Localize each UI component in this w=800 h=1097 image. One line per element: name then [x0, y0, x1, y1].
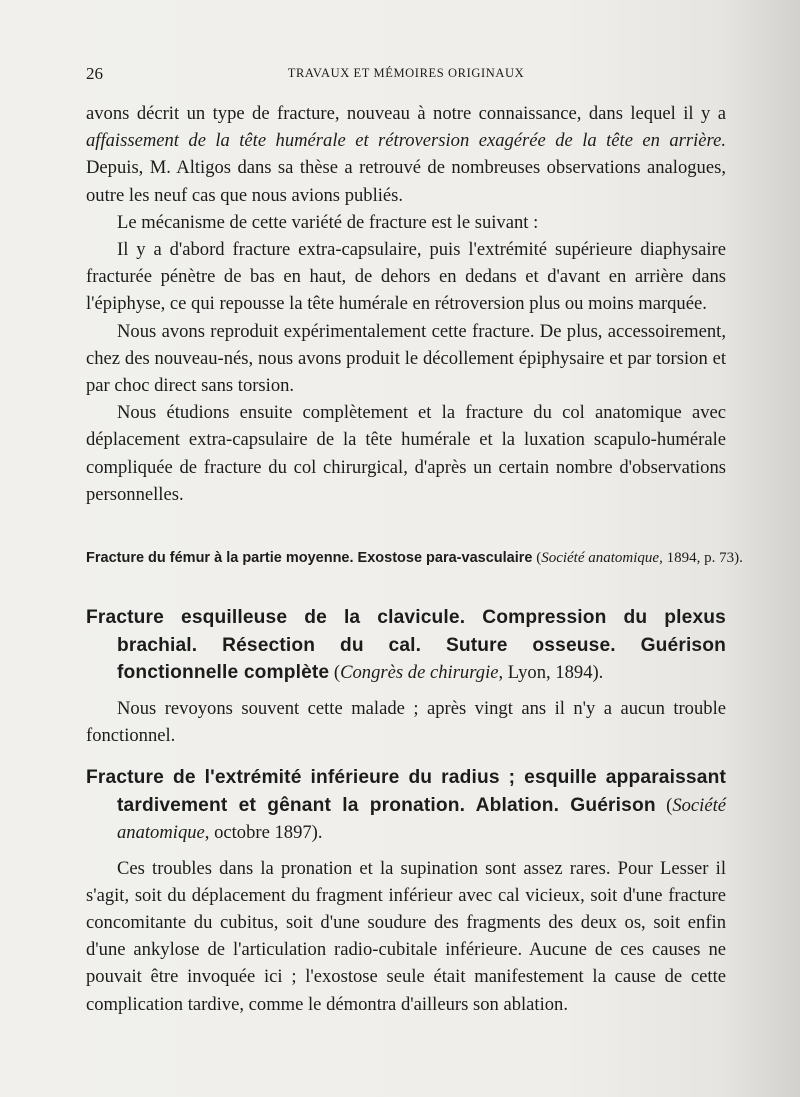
entry-heading: Fracture esquilleuse de la clavicule. Compression du plexus brachial. Résection du cal. Suture osseuse. Guérison fonctionnelle complète (Congrès de chirurgie, Lyon, 1894). — [86, 607, 726, 683]
page-number: 26 — [86, 64, 103, 83]
entry-body — [86, 695, 726, 749]
entry-title: Fracture esquilleuse de la clavicule. Compression du plexus brachial. Résection du cal. Suture osseuse. Guérison fonctionnelle complète — [86, 607, 726, 683]
paragraph-5: Nous étudions ensuite complètement et la fracture du col anatomique avec déplacement extra-capsulaire de la tête humérale et la luxation scapulo-humérale compliquée de fracture du col chirurgical, d'après un certain nombre d'observations personnelles. — [86, 402, 726, 505]
entry-paragraph: Ces troubles dans la pronation et la supination sont assez rares. Pour Lesser il s'agit, soit du déplacement du fragment inférieur avec cal vicieux, soit d'une fracture concomitante du cubitus, soit d'une soudure des fragments des deux os, soit enfin d'une ankylose de l'articulation radio-cubitale inférieure. Aucune de ces causes ne pouvait être invoquée ici ; l'exostose seule était manifestement la cause de cette complication tardive, comme le démontra d'ailleurs son ablation. — [86, 857, 726, 1015]
entry-radius-fracture — [86, 764, 726, 1018]
entry-paragraph: Nous revoyons souvent cette malade ; après vingt ans il n'y a aucun trouble fonctionnel. — [86, 697, 726, 746]
entry-source: Société anatomique — [117, 794, 727, 843]
paragraph-1: avons décrit un type de fracture, nouveau à notre connaissance, dans lequel il y a affaissement de la tête humérale et rétroversion exagérée de la tête en arrière. Depuis, M. Altigos dans sa thèse a retrouvé de nombreuses observations analogues, outre les neuf cas que nous avions publiés. — [86, 103, 726, 206]
entry-source: Congrès de chirurgie — [340, 662, 499, 683]
entry-title: Fracture de l'extrémité inférieure du radius ; esquille apparaissant tardivement et gênant la pronation. Ablation. Guérison — [86, 767, 726, 816]
emphasis-text: affaissement de la tête humérale et rétroversion exagérée de la tête en arrière. — [86, 130, 726, 152]
entry-clavicle-fracture — [86, 604, 726, 749]
paragraph-4: Nous avons reproduit expérimentalement cette fracture. De plus, accessoirement, chez des nouveau-nés, nous avons produit le décollement épiphysaire et par torsion et par choc direct sans torsion. — [86, 320, 726, 397]
running-title: TRAVAUX ET MÉMOIRES ORIGINAUX — [287, 66, 525, 80]
intro-text — [86, 100, 726, 508]
entry-femur-fracture: Fracture du fémur à la partie moyenne. Exostose para-vasculaire (Société anatomique, 1894, p. 73). — [86, 550, 743, 566]
paragraph-3: Il y a d'abord fracture extra-capsulaire, puis l'extrémité supérieure diaphysaire fracturée pénètre de bas en haut, de dehors en dedans et d'avant en arrière dans l'épiphyse, ce qui repousse la tête humérale en rétroversion plus ou moins marquée. — [86, 239, 726, 315]
entry-source: Société anatomique — [541, 550, 660, 566]
entry-heading: Fracture de l'extrémité inférieure du radius ; esquille apparaissant tardivement et gênant la pronation. Ablation. Guérison (Société anatomique, octobre 1897). — [86, 767, 727, 843]
paragraph-2: Le mécanisme de cette variété de fracture est le suivant : — [117, 211, 539, 233]
page-header — [86, 64, 726, 84]
entry-title: Fracture du fémur à la partie moyenne. Exostose para-vasculaire — [86, 550, 533, 566]
entry-body — [86, 855, 726, 1018]
